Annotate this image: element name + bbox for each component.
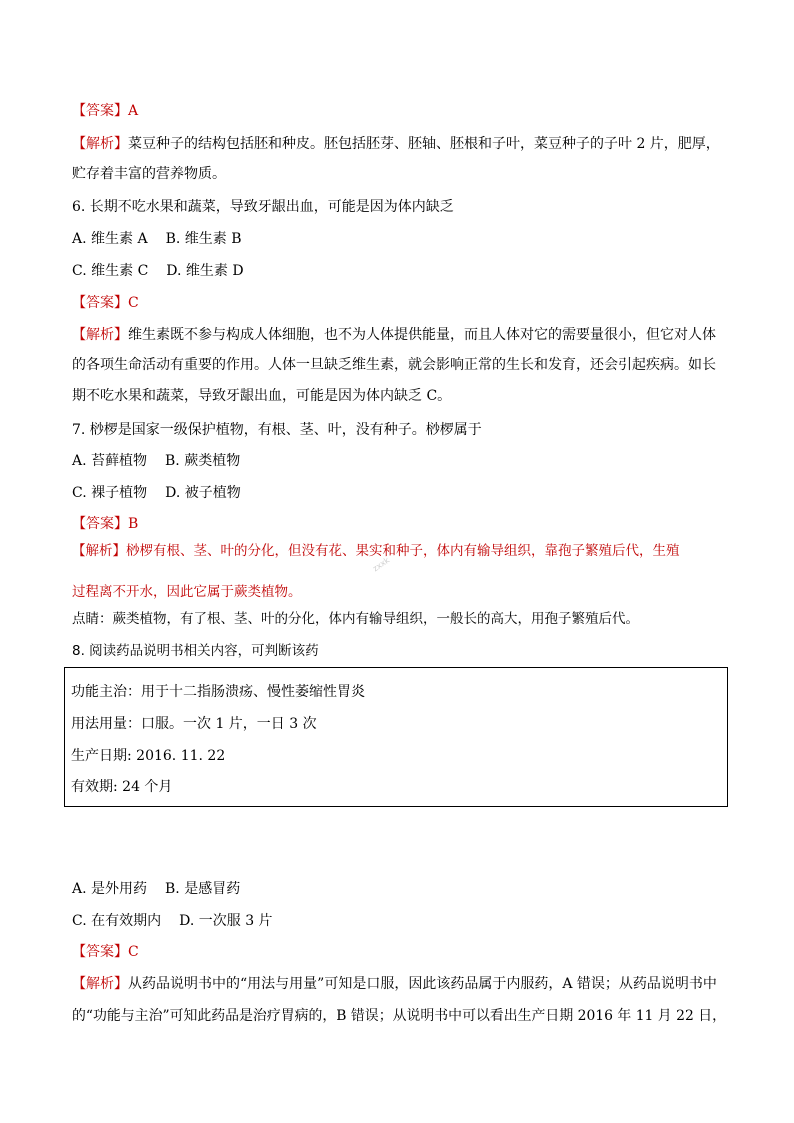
- q8-options-row-2: [72, 911, 273, 931]
- q7-option-c: C. 裸子植物: [72, 485, 148, 501]
- q7-analysis-line-1: [72, 541, 680, 561]
- q6-stem: 6. 长期不吃水果和蔬菜，导致牙龈出血，可能是因为体内缺乏: [72, 199, 454, 215]
- q8-option-a: A. 是外用药: [72, 881, 148, 897]
- q6-option-b: B. 维生素 B: [165, 231, 242, 247]
- q8-option-c: C. 在有效期内: [72, 913, 162, 929]
- analysis-tag: 【解析】: [72, 136, 128, 152]
- q7-note: 点睛：蕨类植物，有了根、茎、叶的分化，体内有输导组织，一般长的高大，用孢子繁殖后代。: [72, 611, 639, 627]
- analysis-text: 从药品说明书中的“用法与用量”可知是口服，因此该药品属于内服药，A 错误；从药品说明书中: [128, 976, 717, 992]
- q7-analysis-line-2: 过程离不开水，因此它属于蕨类植物。: [72, 584, 302, 600]
- answer-tag: 【答案】: [72, 295, 128, 311]
- answer-value: A: [128, 103, 139, 119]
- watermark: zxxk: [371, 555, 392, 574]
- drug-label-function: 功能主治：用于十二指肠溃疡、慢性萎缩性胃炎: [71, 684, 365, 700]
- drug-label-production-date: 生产日期: 2016. 11. 22: [71, 748, 226, 764]
- q6-options-row-2: [72, 261, 244, 281]
- q5-analysis-line-2: 贮存着丰富的营养物质。: [72, 166, 226, 182]
- q7-option-a: A. 苔藓植物: [72, 453, 148, 469]
- answer-value: C: [128, 944, 139, 960]
- q7-answer: [72, 514, 138, 534]
- q7-options-row-1: [72, 451, 240, 471]
- q7-options-row-2: [72, 483, 241, 503]
- answer-tag: 【答案】: [72, 516, 128, 532]
- q6-options-row-1: [72, 229, 242, 249]
- q6-option-c: C. 维生素 C: [72, 263, 149, 279]
- q6-analysis-line-1: [72, 325, 716, 345]
- q5-analysis-line-1: [72, 134, 720, 154]
- answer-tag: 【答案】: [72, 944, 128, 960]
- q7-option-d: D. 被子植物: [165, 485, 241, 501]
- analysis-tag: 【解析】: [72, 976, 128, 992]
- q8-analysis-line-2: 的“功能与主治”可知此药品是治疗胃病的，B 错误；从说明书中可以看出生产日期 2016 年 11 月 22 日，: [72, 1008, 727, 1024]
- drug-label-box: [64, 667, 728, 807]
- analysis-tag: 【解析】: [72, 327, 128, 343]
- answer-value: C: [128, 295, 139, 311]
- q8-answer: [72, 942, 139, 962]
- analysis-text: 菜豆种子的结构包括胚和种皮。胚包括胚芽、胚轴、胚根和子叶，菜豆种子的子叶 2 片，肥厚，: [128, 136, 720, 152]
- q7-stem: 7. 桫椤是国家一级保护植物，有根、茎、叶，没有种子。桫椤属于: [72, 422, 482, 438]
- drug-label-dosage: 用法用量：口服。一次 1 片，一日 3 次: [71, 716, 317, 732]
- q6-option-d: D. 维生素 D: [166, 263, 244, 279]
- q6-option-a: A. 维生素 A: [72, 231, 148, 247]
- q6-analysis-line-2: 的各项生命活动有重要的作用。人体一旦缺乏维生素，就会影响正常的生长和发育，还会引起疾病。如长: [72, 357, 716, 373]
- analysis-tag: 【解析】: [72, 543, 126, 559]
- answer-value: B: [128, 516, 139, 532]
- drug-label-expiry: 有效期: 24 个月: [71, 779, 173, 795]
- answer-tag: 【答案】: [72, 103, 128, 119]
- q8-analysis-line-1: [72, 974, 717, 994]
- analysis-text: 维生素既不参与构成人体细胞，也不为人体提供能量，而且人体对它的需要量很小，但它对人体: [128, 327, 716, 343]
- q8-stem: 8. 阅读药品说明书相关内容，可判断该药: [72, 643, 319, 659]
- q6-analysis-line-3: 期不吃水果和蔬菜，导致牙龈出血，可能是因为体内缺乏 C。: [72, 388, 452, 404]
- analysis-text: 桫椤有根、茎、叶的分化，但没有花、果实和种子，体内有输导组织，靠孢子繁殖后代，生殖: [126, 543, 680, 559]
- q8-option-b: B. 是感冒药: [165, 881, 241, 897]
- q7-option-b: B. 蕨类植物: [165, 453, 241, 469]
- q8-option-d: D. 一次服 3 片: [179, 913, 273, 929]
- q5-answer: [72, 101, 138, 121]
- q8-options-row-1: [72, 879, 240, 899]
- q6-answer: [72, 293, 139, 313]
